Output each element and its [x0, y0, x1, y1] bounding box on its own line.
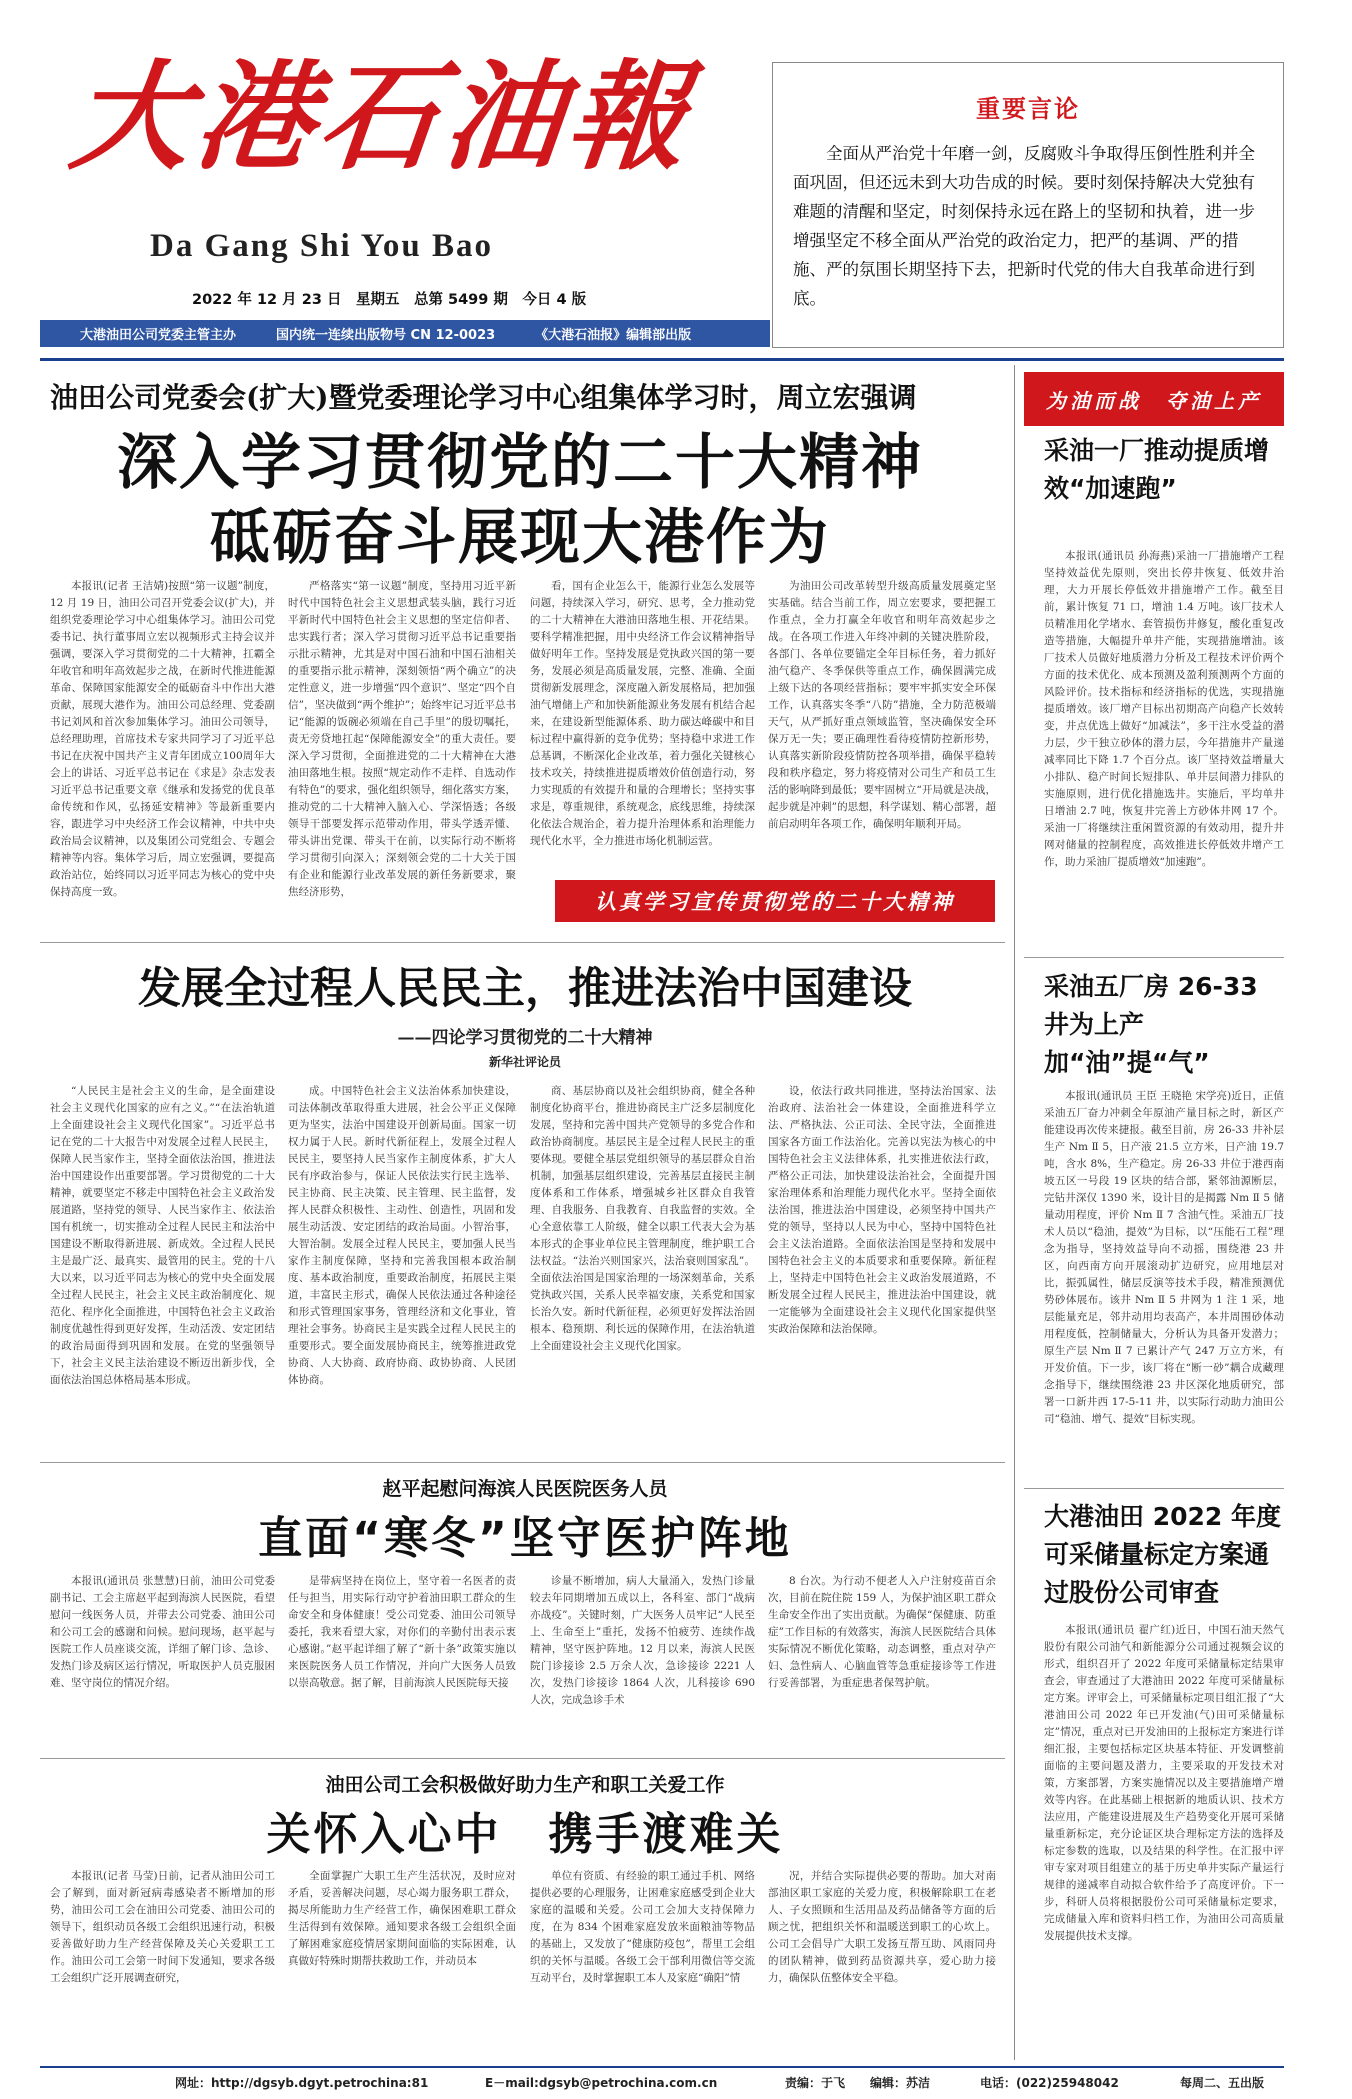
- publisher-cn-number: 国内统一连续出版物号 CN 12-0023: [276, 328, 496, 343]
- commentary-subtitle: ——四论学习贯彻党的二十大精神: [397, 1028, 653, 1048]
- sidebar-item-3-title: 大港油田 2022 年度可采储量标定方案通过股份公司审查: [1044, 1502, 1281, 1607]
- sidebar-item-2-body: 本报讯(通讯员 王臣 王晓艳 宋学亮)近日，正值采油五厂奋力冲刺全年原油产量目标之时，新区产能建设再次传来捷报。截至目前，房 26-33 井补层生产 Nm Ⅱ 5，日产液 21.5 立方米，日产油 19.7 吨，含水 8%，生产稳定。房 26-33 井位于港西南坡五区一号段 19 区块的结合部，紧邻油源断层，完钻井深仅 1390 米，设计目的是揭露 Nm Ⅱ 5 储量动用程度，评价 Nm Ⅱ 7 含油气性。采油五厂技术人员以“稳油，提效”为目标，以“压能石工程”理念为指导，坚持效益导向不动摇，围绕港 23 井区，向西南方向开展滚动扩边研究，应用地层对比，振弧属性，储层反演等技术手段，精准预测优势砂体展布。该井 Nm Ⅱ 5 井网为 1 注 1 采，地层能量充足，邻井动用均表高产，本井周围砂体动用程度低，控制储量大，分析认为具备开发潜力；原生产层 Nm Ⅱ 7 已累计产气 247 万立方米，有开发价值。下一步，该厂将在“断一砂”耦合成藏理念指导下，继续围绕港 23 井区深化地质研究，部署一口新井西 17-5-11 井，以实际行动助力油田公司“稳油、增气、提效”目标实现。: [1044, 1090, 1284, 1425]
- sidebar-item-1-title: 采油一厂推动提质增效“加速跑”: [1044, 436, 1270, 503]
- footer: [40, 2070, 1284, 2094]
- important-remarks-box: [772, 62, 1284, 348]
- lead-column-4: 为油田公司改革转型升级高质量发展奠定坚实基础。结合当前工作，周立宏要求，要把握工作重点，全力打赢全年收官和明年高效起步之战。在各项工作进入年终冲刺的关键决胜阶段，各部门、各单位要锚定全年目标任务，着力抓好油气稳产、冬季保供等重点工作，确保圆满完成上级下达的各项经营指标；要牢牢抓实安全环保工作，认真落实冬季“八防”措施，全力防范极端天气，从严抓好重点领域监管，坚决确保安全环保万无一失；要正确理性看待疫情防控新形势，认真落实新阶段疫情防控各项举措，确保平稳转段和秩序稳定，努力将疫情对公司生产和员工生活的影响降到最低；要牢固树立“开局就是决战，起步就是冲刺”的思想，科学谋划、精心部署，超前启动明年各项工作，确保明年顺利开局。: [768, 580, 996, 830]
- sidebar-item-2-title: 采油五厂房 26-33 井为上产加“油”提“气”: [1044, 972, 1258, 1077]
- sidebar-item-3-body: 本报讯(通讯员 翟广红)近日，中国石油天然气股份有限公司油气和新能源分公司通过视频会议的形式，组织召开了 2022 年度可采储量标定结果审查会，审查通过了大港油田 2022 年度可采储量标定方案。评审会上，可采储量标定项目组汇报了“大港油田公司 2022 年已开发油(气)田可采储量标定”情况，重点对已开发油田的上报标定方案进行详细汇报，主要包括标定区块基本特征、开发调整前面临的主要问题及潜力，主要采取的开发技术对策，方案部署，方案实施情况以及主要措施增产增效等内容。在此基础上根据新的地质认识、技术方法应用，产能建设进展及生产趋势变化开展可采储量重新标定，充分论证区块合理标定方法的选择及标定参数的选取，以及结果的科学性。在汇报中评审专家对项目组建立的基于历史单井实际产量运行规律的递减率自动拟合软件给予了高度评价。下一步，科研人员将根据股份公司可采储量标定要求，完成储量入库和资料归档工作，为油田公司高质量发展提供技术支撑。: [1044, 1624, 1284, 1942]
- commentary-column-1: “人民民主是社会主义的生命，是全面建设社会主义现代化国家的应有之义。”“在法治轨道上全面建设社会主义现代化国家”。习近平总书记在党的二十大报告中对发展全过程人民民主，保障人民当家作主，坚持全面依法治国，推进法治中国建设作出重要部署。学习贯彻党的二十大精神，就要坚定不移走中国特色社会主义政治发展道路，坚持党的领导、人民当家作主、依法治国有机统一，切实推动全过程人民民主和法治中国建设不断取得新进展、新成效。全过程人民民主是最广泛、最真实、最管用的民主。党的十八大以来，以习近平同志为核心的党中央全面发展全过程人民民主，社会主义民主政治制度化、规范化、程序化全面推进，中国特色社会主义政治制度优越性得到更好发挥，生动活泼、安定团结的政治局面得到巩固和发展。在党的坚强领导下，社会主义民主法治建设不断迈出新步伐，全面依法治国总体格局基本形成。: [50, 1085, 275, 1386]
- footer-schedule: 每周二、五出版: [1180, 2075, 1265, 2090]
- commentary-column-3: 商、基层协商以及社会组织协商，健全各种制度化协商平台，推进协商民主广泛多层制度化发展，坚持和完善中国共产党领导的多党合作和政治协商制度。基层民主是全过程人民民主的重要体现。要健全基层党组织领导的基层群众自治机制，加强基层组织建设，完善基层直接民主制度体系和工作体系，增强城乡社区群众自我管理、自我服务、自我教育、自我监督的实效。全心全意依靠工人阶级，健全以职工代表大会为基本形式的企事业单位民主管理制度，维护职工合法权益。“法治兴则国家兴，法治衰则国家乱”。全面依法治国是国家治理的一场深刻革命，关系党执政兴国，关系人民幸福安康，关系党和国家长治久安。新时代新征程，必须更好发挥法治固根本、稳预期、利长远的保障作用，在法治轨道上全面建设社会主义现代化国家。: [530, 1085, 755, 1352]
- union-column-4: 况，并结合实际提供必要的帮助。加大对南部油区职工家庭的关爱力度，积极解除职工在老人、子女照顾和生活用品及药品储备等方面的后顾之忧，把组织关怀和温暖送到职工的心坎上。公司工会倡导广大职工发扬互帮互助、风雨同舟的团队精神，做到药品资源共享，爱心助力接力，确保队伍整体安全平稳。: [768, 1870, 996, 1984]
- issue-dateline: 2022 年 12 月 23 日 星期五 总第 5499 期 今日 4 版: [192, 292, 587, 308]
- publisher-sponsor: 大港油田公司党委主管主办: [80, 328, 237, 343]
- lead-column-2: 严格落实“第一议题”制度，坚持用习近平新时代中国特色社会主义思想武装头脑，践行习近平新时代中国特色社会主义思想的坚定信仰者、忠实践行者；深入学习贯彻习近平总书记重要指示批示精神，尤其是对中国石油和中国石油相关的重要指示批示精神，深刻领悟“两个确立”的决定性意义，进一步增强“四个意识”、坚定“四个自信”，坚决做到“两个维护”；始终牢记习近平总书记“能源的饭碗必须端在自己手里”的殷切嘱托，责无旁贷地扛起“保障能源安全”的重大责任。要深入学习贯彻，全面推进党的二十大精神在大港油田落地生根。按照“规定动作不走样、自选动作有特色”的要求，强化组织领导，细化落实方案，推动党的二十大精神入脑入心、学深悟透；各级领导干部要发挥示范带动作用，带头学透弄懂、带头讲出党课、带头干在前，以实际行动不断将学习贯彻引向深入；深刻领会党的二十大关于国有企业和能源行业改革发展的新任务新要求，聚焦经济形势，: [288, 580, 516, 898]
- section-divider: [40, 1462, 1005, 1463]
- footer-editor: 责编：于飞: [785, 2075, 846, 2090]
- commentary-byline: 新华社评论员: [488, 1055, 561, 1069]
- lead-headline-2: 砥砺奋斗展现大港作为: [210, 503, 830, 573]
- important-remarks-title: 重要言论: [976, 95, 1080, 123]
- commentary-headline: 发展全过程人民民主，推进法治中国建设: [138, 964, 912, 1014]
- important-remarks-body: 全面从严治党十年磨一剑，反腐败斗争取得压倒性胜利并全面巩固，但还远未到大功告成的时候。要时刻保持解决大党独有难题的清醒和坚定，时刻保持永远在路上的坚韧和执着，进一步增强坚定不移全面从严治党的政治定力，把严的基调、严的措施、严的氛围长期坚持下去，把新时代党的伟大自我革命进行到底。: [793, 144, 1255, 308]
- section-divider: [40, 1758, 1005, 1759]
- union-kicker: 油田公司工会积极做好助力生产和职工关爱工作: [325, 1774, 725, 1796]
- sidebar-divider: [1014, 365, 1015, 2060]
- lead-kicker: 油田公司党委会(扩大)暨党委理论学习中心组集体学习时，周立宏强调: [50, 381, 917, 414]
- sidebar-banner: 为油而战 夺油上产: [1024, 372, 1284, 426]
- footer-email[interactable]: E－mail:dgsyb@petrochina.com.cn: [485, 2075, 718, 2090]
- publisher-bar: [40, 320, 770, 347]
- lead-column-3: 看，国有企业怎么干，能源行业怎么发展等问题，持续深入学习，研究、思考，全力推动党的二十大精神在大港油田落地生根、开花结果。要科学精准把握，用中央经济工作会议精神指导做好明年工作。坚持发展是党执政兴国的第一要务，发展必须是高质量发展，完整、准确、全面贯彻新发展理念，深度融入新发展格局，把加强油气增储上产和加快新能源业务发展有机结合起来，在建设新型能源体系、助力碳达峰碳中和目标过程中赢得新的竞争优势；坚持稳中求进工作总基调，不断深化企业改革，着力强化关键核心技术攻关，持续推进提质增效价值创造行动，努力实现质的有效提升和量的合理增长；坚持实事求是，尊重规律，系统观念，底线思维，持续深化依法合规治企，着力提升治理体系和治理能力现代化水平，全力推进市场化机制运营。: [530, 580, 755, 847]
- union-column-2: 全面掌握广大职工生产生活状况，及时应对矛盾，妥善解决问题，尽心竭力服务职工群众，揭尽所能助力生产经营工作，确保困难职工群众生活得到有效保障。通知要求各级工会组织全面了解困难家庭疫情居家期间面临的实际困难，认真做好特殊时期帮扶救助工作，并动员本: [288, 1870, 516, 1967]
- commentary-column-2: 成。中国特色社会主义法治体系加快建设，司法体制改革取得重大进展，社会公平正义保障更为坚实，法治中国建设开创新局面。国家一切权力属于人民。新时代新征程上，发展全过程人民民主，要坚持人民当家作主制度体系，扩大人民有序政治参与，保证人民依法实行民主选举、民主协商、民主决策、民主管理、民主监督，发挥人民群众积极性、主动性、创造性，巩固和发展生动活泼、安定团结的政治局面。小智治事，大智治制。发展全过程人民民主，要加强人民当家作主制度保障，坚持和完善我国根本政治制度、基本政治制度，重要政治制度，拓展民主渠道，丰富民主形式，确保人民依法通过各种途径和形式管理国家事务，管理经济和文化事业，管理社会事务。协商民主是实践全过程人民民主的重要形式。要全面发展协商民主，统筹推进政党协商、人大协商、政府协商、政协协商、人民团体协商。: [288, 1085, 516, 1386]
- footer-copyeditor: 编辑：苏洁: [870, 2075, 931, 2090]
- union-column-3: 单位有资质、有经验的职工通过手机、网络提供必要的心理服务，让困难家庭感受到企业大家庭的温暖和关爱。公司工会加大支持保障力度，在为 834 个困难家庭发放米面粮油等物品的基础上，又发放了“健康防疫包”，帮里工会组织的关怀与温暖。各级工会干部利用微信等交流互动平台，及时掌握职工本人及家庭“确阳”情: [530, 1870, 755, 1984]
- sidebar-item-1-body: 本报讯(通讯员 孙海燕)采油一厂措施增产工程坚持效益优先原则，突出长停井恢复、低效井治理，大力开展长停低效井措施增产工作。截至目前，累计恢复 71 口，增油 1.4 万吨。该厂技术人员精准用化学堵水、套管损伤井修复，酸化重复改造等措施，大幅提升单井产能，实现措施增油。该厂技术人员做好地质潜力分析及工程技术评价两个方面的技术优化、成本预测及盈利预测两个方面的风险评价。技术指标和经济指标的优选，实现措施提质增效。该厂增产目标出初期高产向稳产长效转变，井点优选上做好“加减法”，多干注水受益的潜力层，少干独立砂体的潜力层，今年措施井产量递减率同比下降 1.7 个百分点。该厂坚持效益增量大小排队、稳产时间长短排队、单井层间潜力排队的实施原则，进行优化措施选井。实施后，平均单井日增油 2.7 吨，恢复井完善上方砂体井网 17 个。采油一厂将继续注重闲置资源的有效动用，提升井网对储量的控制程度，高效推进长停低效井增产工作，助力采油厂提质增效“加速跑”。: [1044, 550, 1284, 868]
- sidebar-divider-2: [1024, 1488, 1284, 1489]
- hospital-kicker: 赵平起慰问海滨人民医院医务人员: [382, 1478, 668, 1500]
- lead-headline-1: 深入学习贯彻党的二十大精神: [117, 428, 923, 498]
- union-headline: 关怀入心中 携手渡难关: [266, 1809, 784, 1860]
- hospital-column-2: 是带病坚持在岗位上，坚守着一名医者的责任与担当，用实际行动守护着油田职工群众的生命安全和身体健康！受公司党委、油田公司领导委托，我来看望大家，对你们的辛勤付出表示衷心感谢。”赵平起详细了解了“新十条”政策实施以来医院医务人员工作情况，并向广大医务人员致以崇高敬意。据了解，目前海滨人民医院每天接: [288, 1575, 516, 1689]
- newspaper-logo: 大港石油報: [64, 47, 700, 186]
- hospital-column-4: 8 台次。为行动不便老人入户注射疫苗百余次，目前在院住院 159 人，为保护油区职工群众生命安全作出了实出贡献。为确保“保健康、防重症”工作目标的有效落实，海滨人民医院结合具体实际情况不断优化策略，动态调整，重点对孕产妇、急性病人、心脑血管等急重症接诊等工作进行妥善部署，为重症患者保驾护航。: [768, 1575, 996, 1689]
- section-divider: [40, 942, 1005, 943]
- footer-website[interactable]: 网址：http://dgsyb.dgyt.petrochina:81: [175, 2075, 429, 2090]
- hospital-headline: 直面“寒冬”坚守医护阵地: [258, 1513, 792, 1564]
- union-column-1: 本报讯(记者 马莹)日前，记者从油田公司工会了解到，面对新冠病毒感染者不断增加的形势，油田公司工会在油田公司党委、油田公司的领导下，组织动员各级工会组织迅速行动，积极妥善做好助力生产经营保障及关心关爱职工工作。油田公司工会第一时间下发通知，要求各级工会组织广泛开展调查研究，: [50, 1870, 275, 1984]
- newspaper-pinyin: Da Gang Shi You Bao: [150, 228, 494, 264]
- footer-phone: 电话：(022)25948042: [980, 2075, 1119, 2090]
- hospital-column-3: 诊量不断增加，病人大量涌入，发热门诊量较去年同期增加五成以上，各科室、部门“战病亦战疫”。关键时刻，广大医务人员牢记“人民至上、生命至上”重托，发扬不怕疲劳、连续作战精神，坚守医护阵地。12 月以来，海滨人民医院门诊接诊 2.5 万余人次，急诊接诊 2221 人次，发热门诊接诊 1864 人次，儿科接诊 690 人次，完成急诊手术: [530, 1575, 755, 1706]
- hospital-column-1: 本报讯(通讯员 张慧慧)日前，油田公司党委副书记、工会主席赵平起到海滨人民医院，看望慰问一线医务人员，并带去公司党委、油田公司和公司工会的感谢和问候。慰问现场，赵平起与医院工作人员座谈交流，详细了解门诊、急诊、发热门诊及病区运行情况，听取医护人员克服困难、坚守岗位的情况介绍。: [50, 1575, 275, 1689]
- lead-column-1: 本报讯(记者 王洁婧)按照“第一议题”制度，12 月 19 日，油田公司召开党委会议(扩大)，并组织党委理论学习中心组集体学习。油田公司党委书记、执行董事周立宏以视频形式主持会议并强调，要深入学习贯彻党的二十大精神，扛霸全年收官和明年高效起步之战，在新时代推进能源革命、保障国家能源安全的砥砺奋斗中作出大港贡献，展现大港作为。油田公司总经理、党委副书记刘风和首次参加集体学习。油田公司领导，总经理助理，首席技术专家共同学习了习近平总书记在庆祝中国共产主义青年团成立100周年大会上的讲话、习近平总书记在《求是》杂志发表习近平总书记重要文章《继承和发扬党的优良革命传统和作风，弘扬延安精神》等最新重要内容，跟进学习中央经济工作会议精神，中共中央政治局会议精神，以及集团公司党组会、专题会精神等内容。集体学习后，周立宏强调，要提高政治站位，始终同以习近平同志为核心的党中央保持高度一致。: [50, 580, 275, 898]
- footer-divider: [40, 2066, 1284, 2068]
- masthead-divider: [40, 358, 1284, 361]
- publisher-editor: 《大港石油报》编辑部出版: [535, 328, 692, 343]
- study-banner: 认真学习宣传贯彻党的二十大精神: [555, 880, 995, 922]
- commentary-column-4: 设，依法行政共同推进，坚持法治国家、法治政府、法治社会一体建设，全面推进科学立法、严格执法、公正司法、全民守法，全面推进国家各方面工作法治化。完善以宪法为核心的中国特色社会主义法律体系，扎实推进依法行政，严格公正司法，加快建设法治社会，全面提升国家治理体系和治理能力现代化水平。坚持全面依法治国，推进法治中国建设，必须坚持中国共产党的领导，坚持以人民为中心，坚持中国特色社会主义法治道路。全面依法治国是坚持和发展中国特色社会主义的本质要求和重要保障。新征程上，坚持走中国特色社会主义政治发展道路，不断发展全过程人民民主，推进法治中国建设，就一定能够为全面建设社会主义现代化国家提供坚实政治保障和法治保障。: [768, 1085, 996, 1335]
- sidebar-divider-1: [1024, 957, 1284, 958]
